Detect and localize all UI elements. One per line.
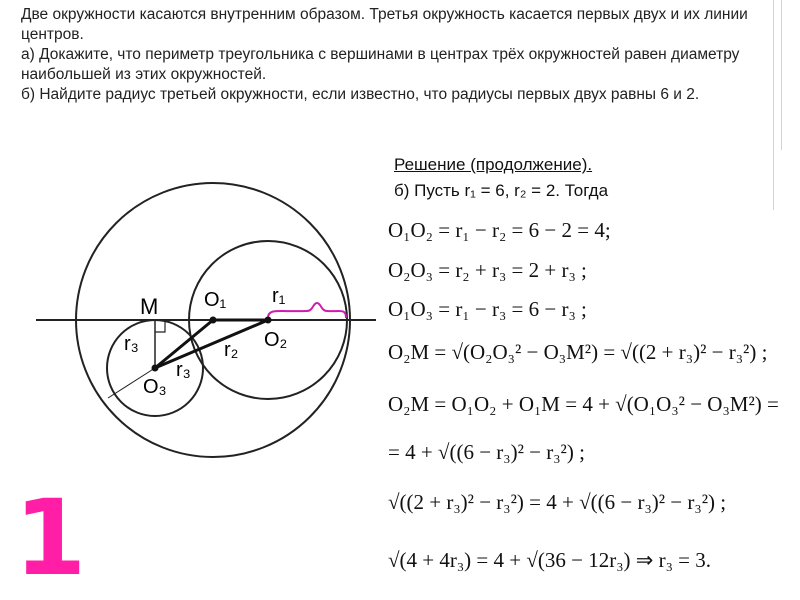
problem-line-1: Две окружности касаются внутренним образом. Третья окружность касается первых двух и их линии центров.	[21, 6, 748, 43]
label-r2: r₂	[224, 339, 239, 361]
equation-5: O₂M = O₁O₂ + O₁M = 4 + √(O₁O₃² − O₃M²) =	[388, 392, 779, 416]
point-o3	[152, 365, 159, 372]
label-r1: r₁	[272, 285, 286, 307]
label-m: M	[140, 294, 159, 319]
slide-number: 1	[14, 477, 87, 599]
label-r3-mid: r₃	[176, 359, 191, 381]
equation-7: √((2 + r₃)² − r₃²) = 4 + √((6 − r₃)² − r₃²) ;	[388, 490, 727, 514]
label-o2: O₂	[264, 329, 288, 351]
solution-header	[394, 152, 608, 204]
right-angle-mark	[155, 320, 165, 332]
label-r3-left: r₃	[124, 333, 139, 355]
solution-title: Решение (продолжение).	[394, 155, 593, 174]
equation-2: O₂O₃ = r₂ + r₃ = 2 + r₃ ;	[388, 258, 587, 282]
label-o1: O₁	[204, 289, 227, 311]
equation-6: = 4 + √((6 − r₃)² − r₃²) ;	[388, 440, 585, 464]
equation-3: O₁O₃ = r₁ − r₃ = 6 − r₃ ;	[388, 297, 587, 321]
equation-8: √(4 + 4r₃) = 4 + √(36 − 12r₃) ⇒ r₃ = 3.	[388, 548, 712, 572]
equation-4: O₂M = √(O₂O₃² − O₃M²) = √((2 + r₃)² − r₃²) ;	[388, 340, 768, 364]
problem-line-3: б) Найдите радиус третьей окружности, если известно, что радиусы первых двух равны 6 и 2.	[21, 86, 700, 103]
problem-line-2: а) Докажите, что периметр треугольника с вершинами в центрах трёх окружностей равен диаметру наибольшей из этих окружностей.	[21, 46, 740, 83]
point-o1	[210, 317, 217, 324]
equation-1: O₁O₂ = r₁ − r₂ = 6 − 2 = 4;	[388, 218, 611, 242]
solution-given: б) Пусть r₁ = 6, r₂ = 2. Тогда	[394, 181, 609, 200]
point-o2	[265, 317, 272, 324]
segment-o2-o3	[155, 320, 268, 368]
label-o3: O₃	[143, 376, 167, 398]
